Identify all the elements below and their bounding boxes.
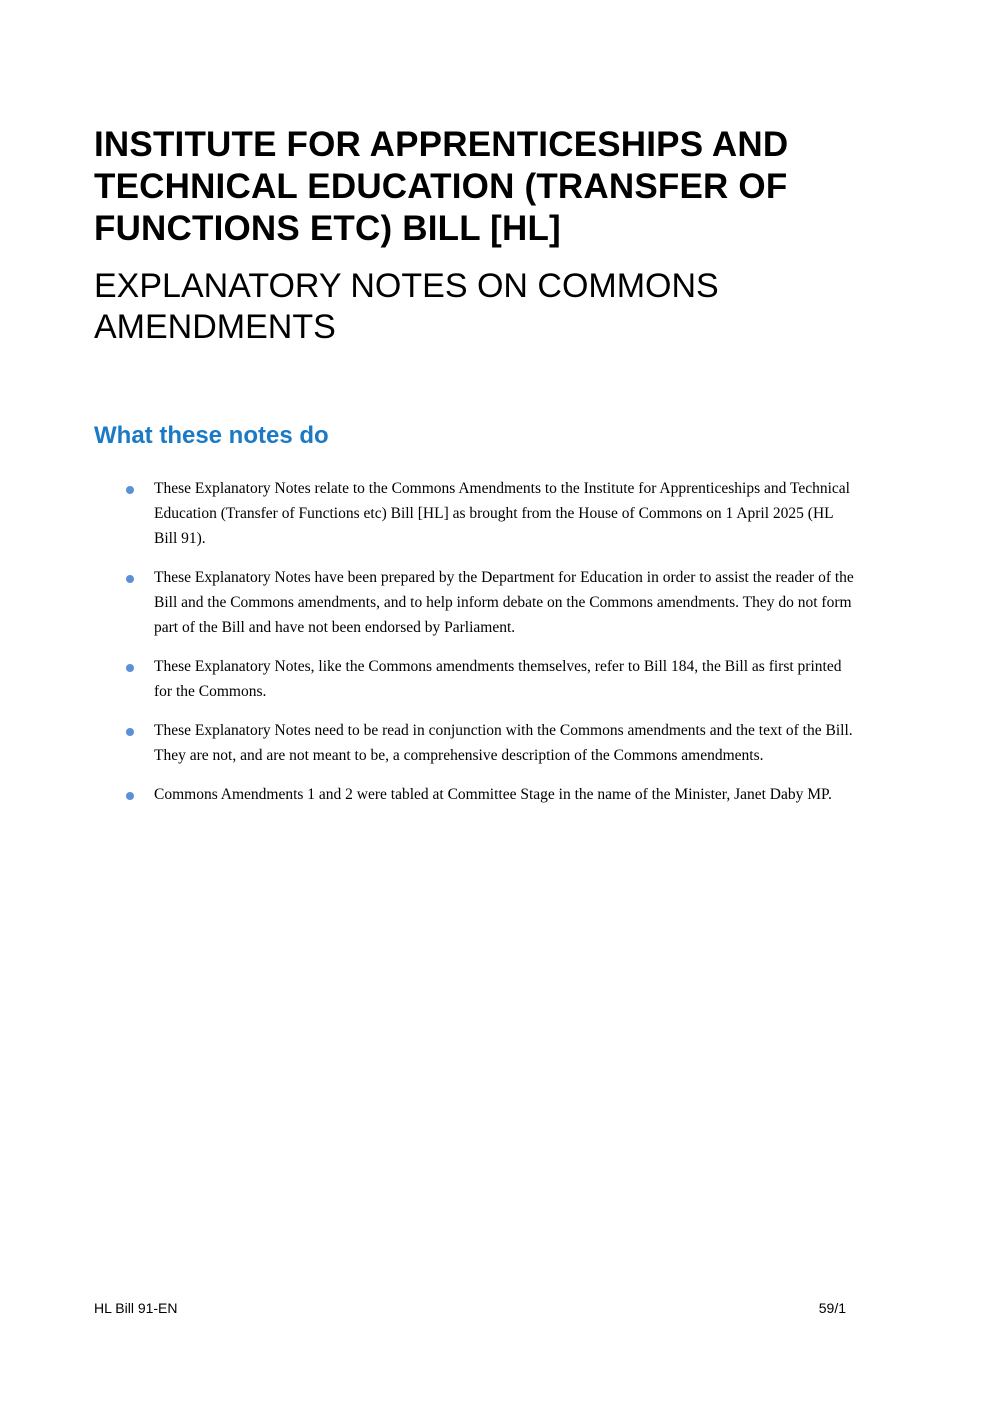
bullet-icon xyxy=(126,664,134,672)
footer-page-reference: 59/1 xyxy=(818,1300,846,1316)
list-item xyxy=(125,476,855,551)
list-item-text: These Explanatory Notes relate to the Commons Amendments to the Institute for Apprenticeships and Technical Education (Transfer of Functions etc) Bill [HL] as brought from the House of Commons on 1 April 2025 (HL Bill 91). xyxy=(154,480,850,547)
list-item-text: These Explanatory Notes need to be read in conjunction with the Commons amendments and the text of the Bill. They are not, and are not meant to be, a comprehensive description of the Commons amendments. xyxy=(154,722,853,764)
section-heading: What these notes do xyxy=(94,422,329,449)
list-item-text: These Explanatory Notes have been prepared by the Department for Education in order to assist the reader of the Bill and the Commons amendments, and to help inform debate on the Commons amendments. They do not form part of the Bill and have not been endorsed by Parliament. xyxy=(154,569,854,636)
list-item xyxy=(125,565,855,640)
document-title: INSTITUTE FOR APPRENTICESHIPS AND TECHNICAL EDUCATION (TRANSFER OF FUNCTIONS ETC) BILL [HL] xyxy=(94,125,789,248)
bullet-icon xyxy=(126,792,134,800)
document-subtitle: EXPLANATORY NOTES ON COMMONS AMENDMENTS xyxy=(94,267,719,346)
list-item xyxy=(125,782,855,807)
bullet-icon xyxy=(126,575,134,583)
notes-list xyxy=(125,476,855,821)
list-item-text: Commons Amendments 1 and 2 were tabled at Committee Stage in the name of the Minister, Janet Daby MP. xyxy=(154,786,832,803)
bullet-icon xyxy=(126,486,134,494)
list-item xyxy=(125,654,855,704)
footer-bill-reference: HL Bill 91-EN xyxy=(94,1300,178,1316)
bullet-icon xyxy=(126,728,134,736)
list-item-text: These Explanatory Notes, like the Commons amendments themselves, refer to Bill 184, the Bill as first printed for the Commons. xyxy=(154,658,842,700)
list-item xyxy=(125,718,855,768)
